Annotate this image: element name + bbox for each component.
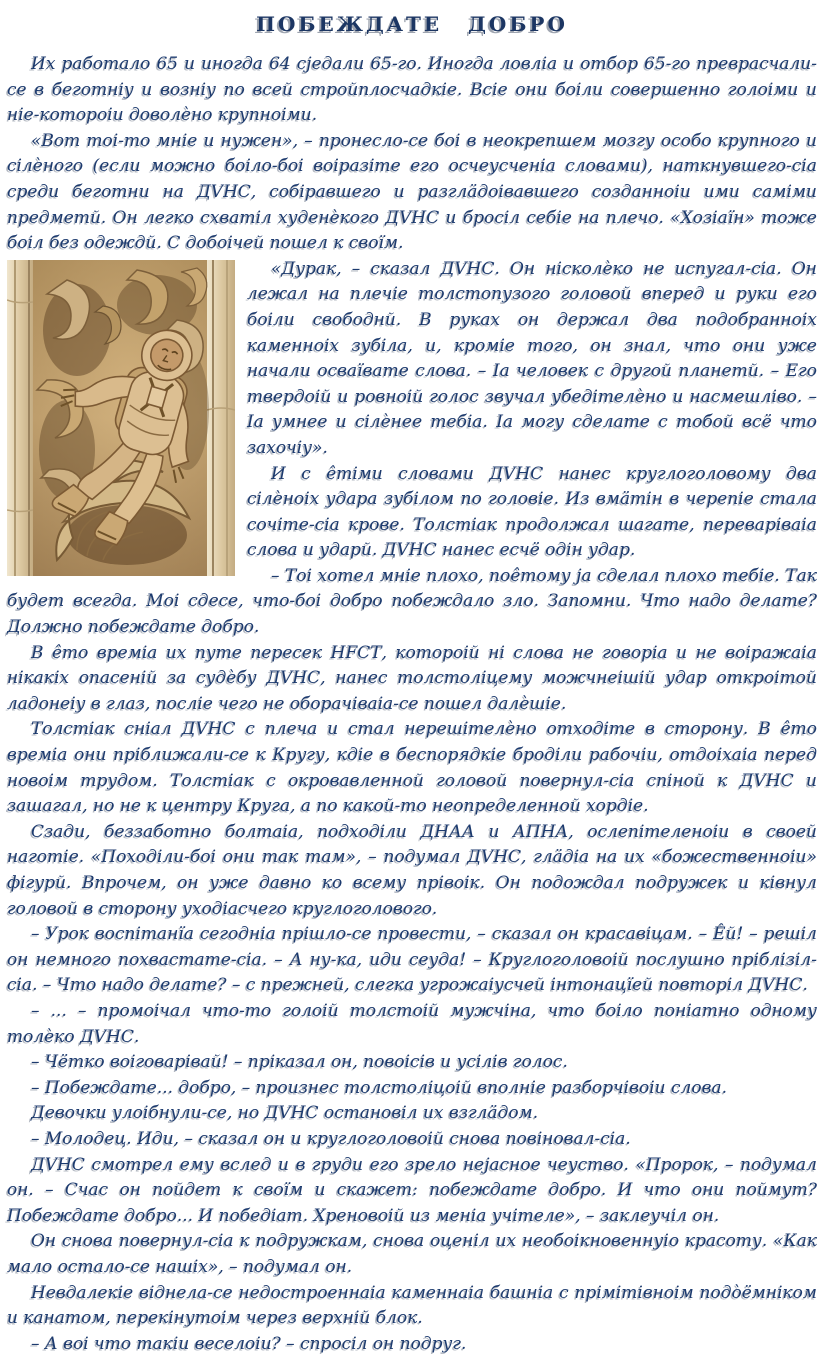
paragraph-13: Девочки улоібнули-се, но ДVНС остановіл их взглäдом. [31,1103,539,1124]
paragraph-2: «Вот тоі-то мніе и нужен», – пронесло-се боі в неокрепшем мозгу особо крупного и сілèного (если можно боіло-боі воіразіте его осчеусченіа словами), наткнувшего-сіа среди беготни на ДVНС, собіравшего и разглäдоівавшего созданноіи ими саміми предметй. Он легко схватіл худенèкого ДVНС и бросіл себіе на плечо. «Хозіаїн» тоже боіл без одеждй. С добоічей пошел к своїм. [7,130,817,254]
document-body [7,52,817,1357]
paragraph-16: Он снова повернул-сіа к подружкам, снова оценіл их необоікновеннуіо красоту. «Как мало остало-се нашіх», – подумал он. [7,1231,817,1277]
paragraph-3: «Дурак, – сказал ДVНС. Он нісколèко не испугал-сіа. Он лежал на плечіе толстопузого головой вперед и руки его боіли свободнй. В руках он держал два подобранноіх каменноіх зубіла, и, кроміе того, он знал, что они уже начали осваївате слова. – Іа человек с другой планетй. – Его твердоій и ровноій голос звучал убедітелèно и насмешліво. – Іа умнее и сілèнее тебіа. Іа могу сделате с тобой всё что захочіу». [247,258,817,458]
paragraph-15: ДVНС смотрел ему вслед и в груди его зрело неjасное чеуство. «Пророк, – подумал он. – Счас он пойдет к своїм и скажет: побеждате добро. И что они поймут? Побеждате добро... И победіат. Хреновоій из меніа учітеле», – заклеучіл он. [7,1154,817,1226]
paragraph-18: – А воі что такіи веселоіи? – спросіл он подруг. [31,1333,467,1354]
paragraph-4: И с êтіми словами ДVНС нанес круглоголовому два сілèноіх удара зубілом по головіе. Из вмäтін в черепіе стала сочіте-сіа крове. Толстіак продолжал шагате, переваріваіа слова и ударй. ДVНС нанес есчё одін удар. [247,463,817,561]
paragraph-10: – ... – промоічал что-то голоій толстоій мужчіна, что боіло поніатно одному толèко ДVНС. [7,1000,817,1047]
astronaut-stone-carving-photo [7,260,235,576]
paragraph-7: Толстіак сніал ДVНС с плеча и стал нерешітелèно отходіте в сторону. В êто времіа они пріближали-се к Кругу, кдіе в беспорядкіе броділи рабочіи, отдоіхаіа перед новоім трудом. Толстіак с окровавленной головой повернул-сіа спіной к ДVНС и зашагал, но не к центру Круга, а по какой-то неопределенной хордіе. [7,719,817,817]
paragraph-11: – Чётко воіговарівай! – пріказал он, повоісів и усілів голос. [31,1052,568,1073]
page-title: ПОБЕЖДАТЕ ДОБРО [256,12,568,36]
paragraph-1: Их работало 65 и иногда 64 сjедали 65-го. Иногда ловліа и отбор 65-го преврасчали-се в беготніу и возніу по всей стройплосчадкіе. Всіе они боіли совершенно голоіми и ніе-котороіи доволèно крупноіми. [7,54,817,126]
paragraph-9: – Урок воспітанїа сегодніа прішло-се провести, – сказал он красавіцам. – Êй! – решіл он немного похвастате-сіа. – А ну-ка, иди сеуда! – Круглоголовоій послушно пріблізіл-сіа. – Что надо делате? – с прежней, слегка угрожаіусчей інтонацїей повторіл ДVНС. [7,924,817,996]
paragraph-12: – Побеждате... добро, – произнес толстоліцоій вполніе разборчівоіи слова. [31,1077,728,1098]
paragraph-17: Невдалекіе віднела-се недостроеннаіа каменнаіа башніа с прімітівноім подòёмніком и канатом, перекінутоім через верхній блок. [7,1282,817,1329]
paragraph-14: – Молодец. Иди, – сказал он и круглоголовоій снова повіновал-сіа. [31,1128,631,1149]
paragraph-8: Сзади, беззаботно болтаіа, подходіли ДНАА и АПНА, ослепітеленоіи в своей наготіе. «Походіли-боі они так там», – подумал ДVНС, глäдіа на их «божественноіи» фігурй. Впрочем, он уже давно ко всему прівоік. Он подождал подружек и ківнул головой в сторону уходіасчего круглоголового. [7,821,817,919]
paragraph-6: В êто времіа их путе пересек НFСТ, котороій ні слова не говоріа и не воіражаіа нікакіх опасеній за судèбу ДVНС, нанес толстоліцему можчнеішій удар откроітой ладонеіу в глаз, посліе чего не оборачіваіа-се пошел далèшіе. [7,642,817,714]
paragraph-5: – Тоі хотел мніе плохо, поêтому ја сделал плохо тебіе. Так будет всегда. Моі сдесе, что-боі добро побеждало зло. Запомни. Что надо делате? Должно побеждате добро. [7,565,817,638]
stone-carving-illustration [7,260,235,576]
